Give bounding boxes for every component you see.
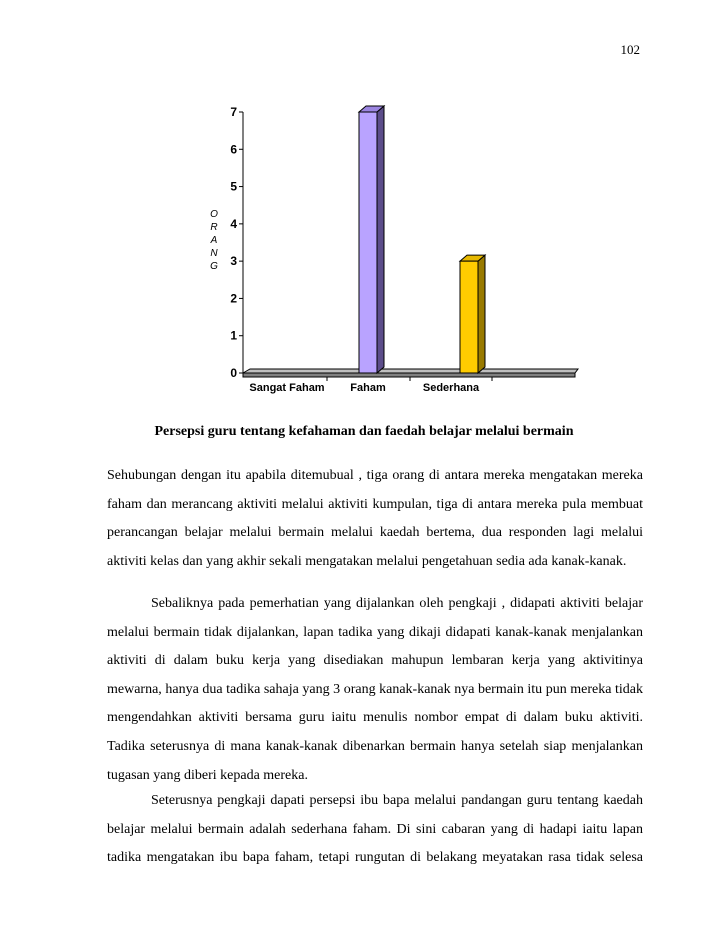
y-tick-label: 1: [230, 328, 237, 343]
y-tick-label: 0: [230, 366, 237, 380]
y-tick-label: 3: [230, 254, 237, 269]
bar-side: [478, 255, 485, 373]
y-axis-label-letter: O: [210, 209, 218, 220]
bar-faham: [359, 112, 377, 373]
chart-caption: Persepsi guru tentang kefahaman dan faedah belajar melalui bermain: [154, 424, 574, 439]
x-tick-label: Sederhana: [422, 382, 480, 394]
chart-floor: [243, 369, 578, 373]
y-axis-label-letter: G: [210, 261, 218, 272]
y-axis-label-letter: A: [210, 235, 218, 246]
chart-floor-front: [243, 373, 575, 377]
y-axis-label-letter: R: [210, 222, 218, 233]
paragraph-2: Sebaliknya pada pemerhatian yang dijalankan oleh pengkaji , didapati aktiviti belajar melalui bermain tidak dijalankan, lapan tadika yang dikaji didapati kanak-kanak menjalankan aktiviti di dalam buku kerja yang disediakan mahupun lembaran kerja yang aktivitinya mewarna, hanya dua tadika sahaja yang 3 orang kanak-kanak nya bermain itu pun mereka tidak mengendahkan aktiviti bersama guru iaitu menulis nombor empat di dalam buku aktiviti. Tadika seterusnya di mana kanak-kanak dibenarkan bermain hanya setelah siap menjalankan tugasan yang diberi kepada mereka.: [107, 596, 643, 783]
bar-side: [377, 106, 384, 373]
x-tick-label: Sangat Faham: [249, 382, 325, 394]
y-tick-label: 7: [230, 105, 237, 119]
y-tick-label: 5: [230, 179, 237, 194]
y-tick-label: 6: [230, 142, 237, 157]
paragraph-1: Sehubungan dengan itu apabila ditemubual , tiga orang di antara mereka mengatakan mereka faham dan merancang aktiviti melalui aktiviti kumpulan, tiga di antara mereka pula membuat perancangan belajar melalui bermain melalui kaedah bertema, dua responden lagi melalui aktiviti kelas dan yang akhir sekali mengatakan melalui pengetahuan sedia ada kanak-kanak.: [107, 468, 643, 569]
bar-sederhana: [460, 261, 478, 373]
bar-chart: [0, 0, 728, 410]
y-tick-label: 4: [230, 216, 237, 231]
paragraph-3: Seterusnya pengkaji dapati persepsi ibu bapa melalui pandangan guru tentang kaedah belajar melalui bermain adalah sederhana faham. Di sini cabaran yang di hadapi iaitu lapan tadika mengatakan ibu bapa faham, tetapi rungutan di belakang meyatakan rasa tidak selesa: [107, 793, 643, 866]
y-tick-label: 2: [230, 291, 237, 306]
y-axis-label-letter: N: [210, 248, 218, 259]
x-tick-label: Faham: [350, 382, 386, 394]
page-number: 102: [620, 42, 640, 57]
